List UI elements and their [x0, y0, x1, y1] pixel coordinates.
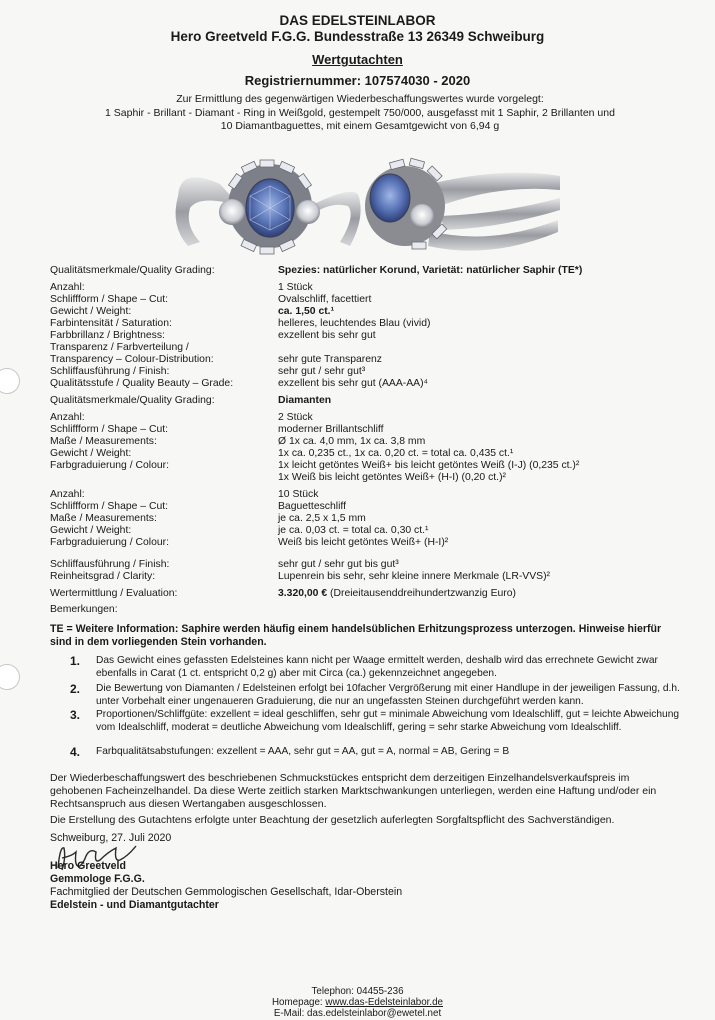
- row-value: Lupenrein bis sehr, sehr kleine innere Merkmale (LR-VVS)²: [278, 571, 551, 582]
- row-value: ca. 1,50 ct.¹: [278, 306, 335, 317]
- row-label: Anzahl:: [50, 282, 85, 293]
- row-value: sehr gut / sehr gut bis gut³: [278, 559, 399, 570]
- footer-homepage: [0, 997, 715, 1008]
- signer-title: Gemmologe F.G.G.: [50, 873, 145, 885]
- row-label: Schliffausführung / Finish:: [50, 559, 170, 570]
- row-label: Reinheitsgrad / Clarity:: [50, 571, 156, 582]
- heading-label: Qualitätsmerkmale/Quality Grading:: [50, 265, 215, 276]
- intro-line: 10 Diamantbaguettes, mit einem Gesamtgewicht von 6,94 g: [220, 120, 500, 132]
- row-value: je ca. 0,03 ct. = total ca. 0,30 ct.¹: [278, 525, 429, 536]
- lab-address: Hero Greetveld F.G.G. Bundesstraße 13 26349 Schweiburg: [170, 29, 545, 44]
- row-value: Ovalschliff, facettiert: [278, 294, 372, 305]
- row-label: Farbgraduierung / Colour:: [50, 537, 169, 548]
- note-text: Farbqualitätsabstufungen: exzellent = AAA, sehr gut = AA, gut = A, normal = AB, Gering = B: [96, 746, 510, 757]
- row-value: 1 Stück: [278, 282, 313, 293]
- row-value: exzellent bis sehr gut: [278, 330, 376, 341]
- note-text: Proportionen/Schliffgüte: exzellent = ideal geschliffen, sehr gut = minimale Abweichung vom Idealschliff, gut = leichte Abweichung vom Idealschliff, moderat = deutliche Abweichung vom Idealschliff, gering = sehr starke Abweichung vom Idealschliff.: [96, 709, 680, 733]
- row-label: Transparenz / Farbverteilung /: [50, 342, 189, 353]
- heading-label: Qualitätsmerkmale/Quality Grading:: [50, 395, 215, 406]
- valuation-amount: 3.320,00 €: [278, 588, 328, 599]
- valuation-label: Wertermittlung / Evaluation:: [50, 588, 178, 599]
- row-value: sehr gut / sehr gut³: [278, 366, 366, 377]
- row-label: Farbbrillanz / Brightness:: [50, 330, 165, 341]
- intro-text: [60, 93, 660, 134]
- homepage-label: Homepage:: [271, 997, 323, 1008]
- homepage-link[interactable]: www.das-Edelsteinlabor.de: [325, 997, 444, 1008]
- valuation-value: [278, 588, 516, 600]
- row-value: 1x ca. 0,235 ct., 1x ca. 0,20 ct. = total ca. 0,435 ct.¹: [278, 448, 514, 459]
- row-value: moderner Brillantschliff: [278, 424, 384, 435]
- row-label: Schliffform / Shape – Cut:: [50, 501, 169, 512]
- row-label: Schliffausführung / Finish:: [50, 366, 170, 377]
- valuation-words: (Dreieitausenddreihundertzwanzig Euro): [330, 588, 516, 599]
- row-label: Qualitätsstufe / Quality Beauty – Grade:: [50, 378, 234, 389]
- row-value: sehr gute Transparenz: [278, 354, 382, 365]
- row-value: 1x leicht getöntes Weiß+ bis leicht getöntes Weiß (I-J) (0,235 ct.)²: [278, 460, 580, 471]
- note-number: 4.: [70, 745, 81, 759]
- row-label: Maße / Measurements:: [50, 513, 157, 524]
- row-value: Ø 1x ca. 4,0 mm, 1x ca. 3,8 mm: [278, 436, 426, 447]
- intro-line: 1 Saphir - Brillant - Diamant - Ring in Weißgold, gestempelt 750/000, ausgefasst mit 1 Saphir, 2 Brillanten und: [105, 106, 615, 119]
- signer-role: Edelstein - und Diamantgutachter: [50, 899, 219, 911]
- footer-phone: Telephon: 04455-236: [311, 986, 404, 997]
- closing-paragraph: Die Erstellung des Gutachtens erfolgte unter Beachtung der gesetzlich auferlegten Sorgfaltspflicht des Sachverständigen.: [50, 814, 615, 826]
- te-note: TE = Weitere Information: Saphire werden häufig einem handelsüblichen Erhitzungsprozess unterzogen. Hinweise hierfür sind in dem vorliegenden Stein vorhanden.: [50, 623, 662, 648]
- closing-paragraph: Der Wiederbeschaffungswert des beschriebenen Schmuckstückes entspricht dem derzeitigen Einzelhandelsverkaufspreis im gehobenen Facheinzelhandel. Da diese Werte zeitlich starken Marktschwankungen unterliegen, werden eine Haftung und/oder ein Rechtsanspruch aus diesen Wertangaben ausgeschlossen.: [50, 772, 657, 810]
- row-value: je ca. 2,5 x 1,5 mm: [278, 513, 366, 524]
- signer-name: Hero Greetveld: [50, 860, 126, 872]
- punch-hole: [0, 368, 20, 394]
- row-label: Transparency – Colour-Distribution:: [50, 354, 214, 365]
- row-label: Anzahl:: [50, 489, 85, 500]
- heading-value: Diamanten: [278, 395, 332, 406]
- row-label: Farbintensität / Saturation:: [50, 318, 172, 329]
- row-value: exzellent bis sehr gut (AAA-AA)⁴: [278, 378, 428, 389]
- email-label: E-Mail:: [273, 1008, 305, 1019]
- ring-photo: [160, 146, 570, 262]
- note-text: Das Gewicht eines gefassten Edelsteines kann nicht per Waage ermittelt werden, deshalb wird das errechnete Gewicht zwar ebenfalls in Carat (1 ct. entspricht 0,2 g) aber mit Circa (ca.) gekennzeichnet angegeben.: [96, 655, 658, 679]
- email-link[interactable]: das.edelsteinlabor@ewetel.net: [307, 1008, 442, 1019]
- registration-number: Registriernummer: 107574030 - 2020: [244, 73, 471, 88]
- intro-line: Zur Ermittlung des gegenwärtigen Wiederbeschaffungswertes wurde vorgelegt:: [176, 93, 544, 105]
- place-date: Schweiburg, 27. Juli 2020: [50, 832, 172, 844]
- row-label: Maße / Measurements:: [50, 436, 157, 447]
- document-type: Wertgutachten: [312, 52, 403, 67]
- footer-email: [0, 1008, 715, 1019]
- note-number: 3.: [70, 708, 81, 722]
- lab-name: DAS EDELSTEINLABOR: [279, 13, 436, 28]
- row-label: Schliffform / Shape – Cut:: [50, 294, 169, 305]
- remarks-label: Bemerkungen:: [50, 604, 118, 615]
- row-value: Weiß bis leicht getöntes Weiß+ (H-I)²: [278, 537, 449, 548]
- punch-hole: [0, 664, 20, 690]
- row-label: Gewicht / Weight:: [50, 306, 132, 317]
- row-value: 2 Stück: [278, 412, 313, 423]
- row-label: Gewicht / Weight:: [50, 448, 132, 459]
- note-number: 1.: [70, 654, 81, 668]
- note-number: 2.: [70, 682, 81, 696]
- note-text: Die Bewertung von Diamanten / Edelsteinen erfolgt bei 10facher Vergrößerung mit einer Handlupe in der jeweiligen Fassung, d.h. unter Vorbehalt einer ungenaueren Graduierung, die nur an ungefassten Steinen durchgeführt werden kann.: [96, 683, 680, 707]
- row-value: Baguetteschliff: [278, 501, 346, 512]
- row-value: 1x Weiß bis leicht getöntes Weiß+ (H-I) (0,20 ct.)²: [278, 472, 506, 483]
- signer-membership: Fachmitglied der Deutschen Gemmologischen Gesellschaft, Idar-Oberstein: [50, 886, 403, 898]
- row-value: helleres, leuchtendes Blau (vivid): [278, 318, 431, 329]
- row-label: Gewicht / Weight:: [50, 525, 132, 536]
- row-label: Schliffform / Shape – Cut:: [50, 424, 169, 435]
- row-label: Anzahl:: [50, 412, 85, 423]
- row-label: Farbgraduierung / Colour:: [50, 460, 169, 471]
- heading-value: Spezies: natürlicher Korund, Varietät: natürlicher Saphir (TE*): [278, 265, 583, 276]
- row-value: 10 Stück: [278, 489, 319, 500]
